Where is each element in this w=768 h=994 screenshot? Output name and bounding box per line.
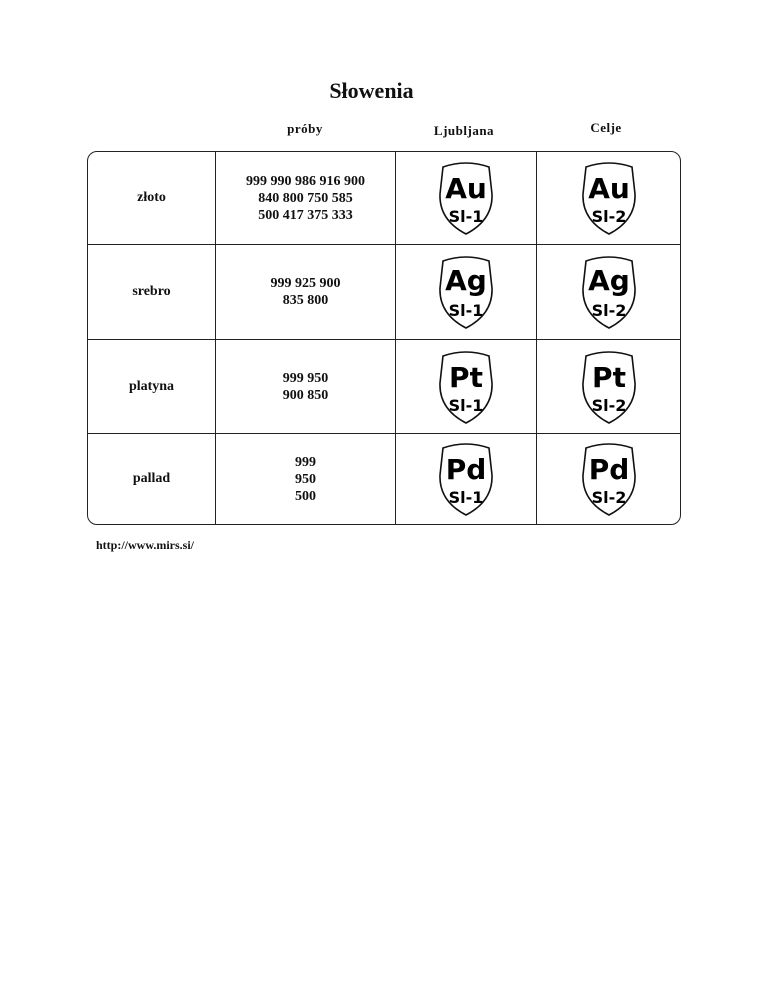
hallmark-celje [537,434,680,524]
mark-code: Sl-2 [591,301,626,320]
column-header-celje: Celje [590,120,622,135]
fineness-line: 999 [295,454,316,470]
hallmark-celje [537,152,680,245]
fineness-values [216,434,396,524]
mark-symbol: Au [587,172,630,205]
mark-symbol: Au [445,172,487,205]
fineness-line: 999 990 986 916 900 [246,173,365,189]
column-header-ljubljana: Ljubljana [433,123,495,138]
metal-name: pallad [88,434,216,524]
mark-code: Sl-1 [448,395,484,415]
mark-code: Sl-2 [591,207,626,226]
hallmark-ljubljana [396,434,537,524]
hallmark-ljubljana [396,340,537,434]
mark-code: Sl-1 [448,207,484,226]
hallmark-shield-icon [433,158,499,238]
fineness-line: 999 950 [282,370,329,386]
hallmark-ljubljana [396,245,537,340]
mark-code: Sl-1 [448,488,484,507]
hallmark-shield-icon [433,347,499,427]
mark-code: Sl-1 [448,301,484,320]
hallmark-celje [537,245,680,340]
hallmark-shield-icon [576,158,642,238]
mark-code: Sl-2 [591,488,626,507]
hallmark-shield-icon [576,347,642,427]
column-header-fineness: próby [287,121,323,136]
metal-name: platyna [88,340,216,434]
mark-symbol: Pd [445,453,487,486]
hallmark-ljubljana [396,152,537,245]
fineness-line: 840 800 750 585 [258,190,353,206]
fineness-line: 835 800 [282,293,329,308]
hallmark-shield-icon [576,439,642,519]
hallmark-shield-icon [576,252,642,332]
fineness-line: 999 925 900 [270,276,341,291]
hallmark-shield-icon [433,252,499,332]
source-url: http://www.mirs.si/ [96,538,195,552]
hallmark-celje [537,340,680,434]
mark-symbol: Pd [588,453,629,486]
mark-symbol: Pt [449,360,483,394]
hallmark-table [87,151,681,525]
mark-code: Sl-2 [591,395,626,415]
fineness-line: 900 850 [282,387,329,403]
metal-name: srebro [88,245,216,340]
mark-symbol: Ag [445,264,487,297]
fineness-values [216,152,396,245]
fineness-values [216,245,396,340]
fineness-values [216,340,396,434]
metal-name: złoto [88,152,216,245]
hallmark-shield-icon [433,439,499,519]
fineness-line: 950 [295,471,316,487]
page-title: Słowenia [329,78,414,103]
fineness-line: 500 [295,488,316,504]
fineness-line: 500 417 375 333 [258,207,353,223]
mark-symbol: Pt [591,360,626,394]
mark-symbol: Ag [587,264,630,297]
